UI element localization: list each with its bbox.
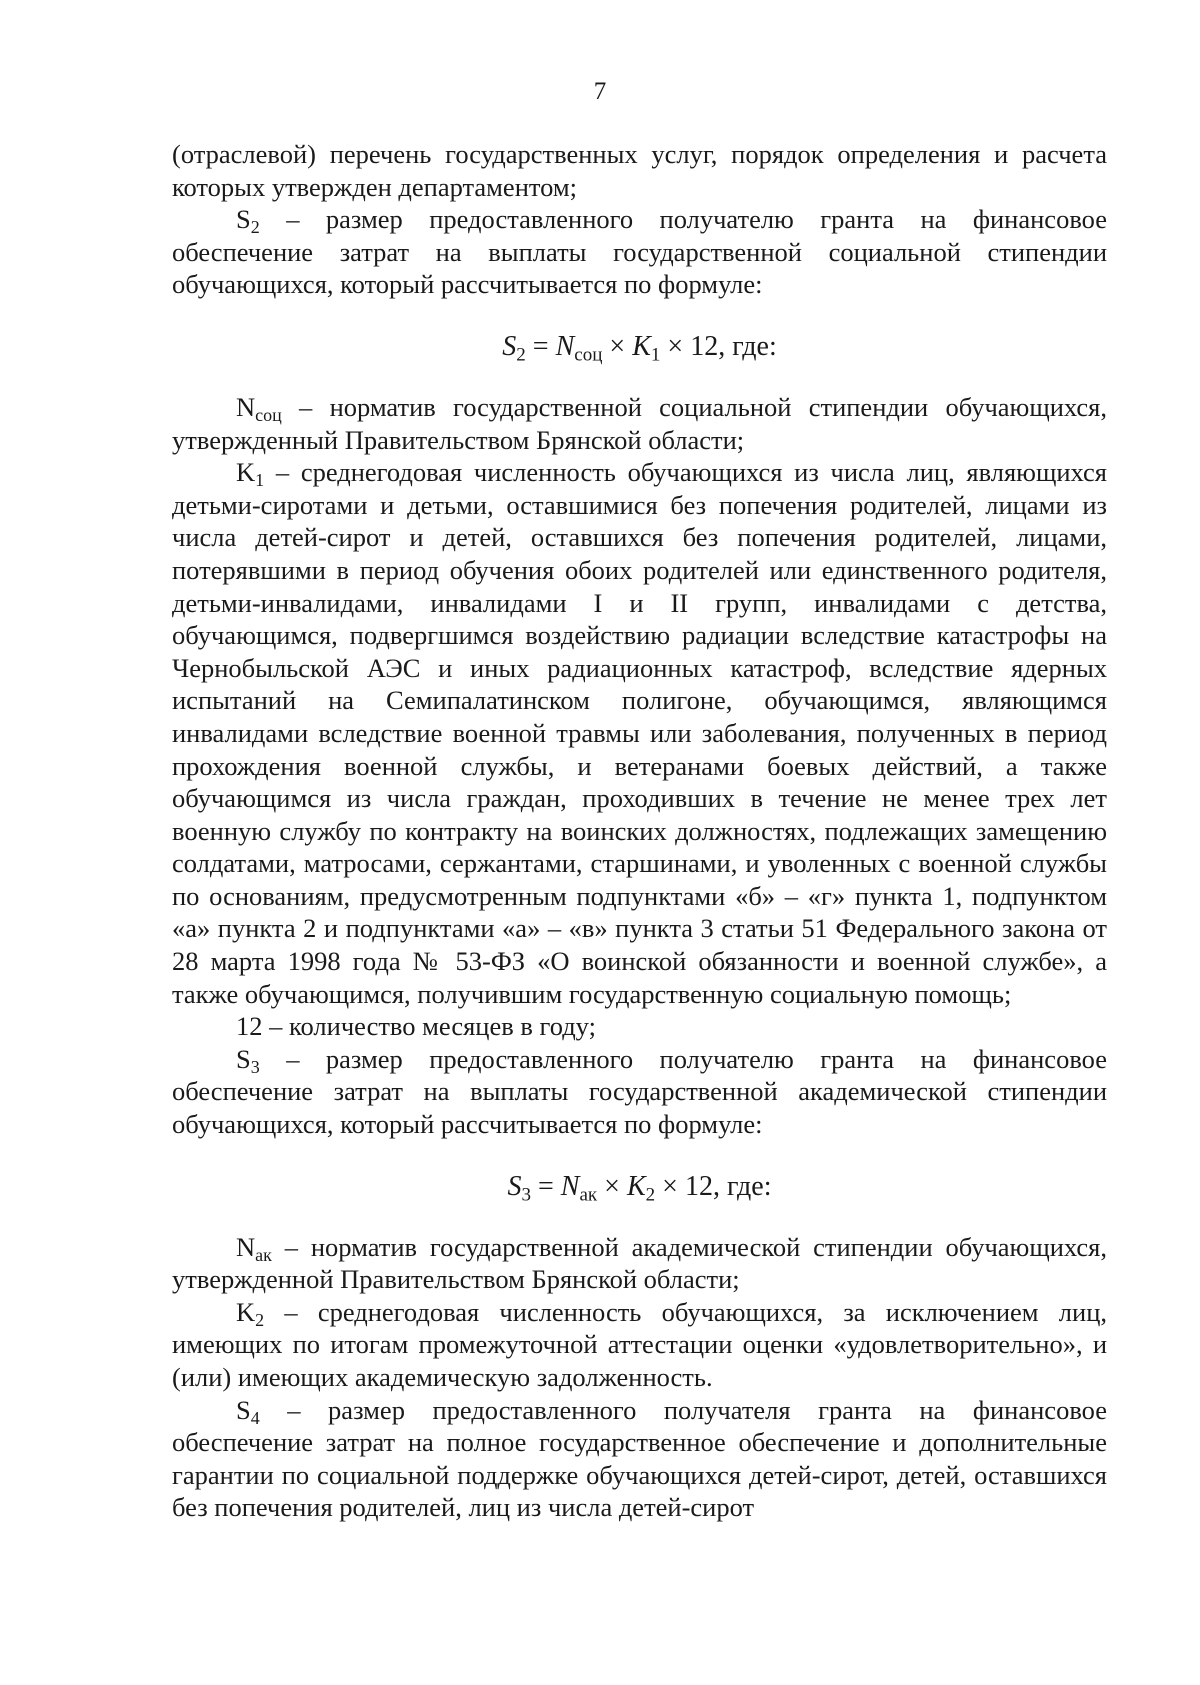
paragraph-k1-definition [172,456,1107,1010]
formula-s2 [172,327,1107,367]
symbol-subscript: 2 [250,217,260,238]
formula-count-subscript: 1 [650,344,661,366]
formula-months: 12 [690,330,719,362]
symbol-subscript: соц [255,405,282,425]
formula-months: 12 [684,1170,713,1202]
formula-times: × [655,1170,685,1202]
paragraph-text: – размер предоставленного получателю гранта на финансовое обеспечение затрат на выплаты государственной академической стипендии обучающихся, который рассчитывается по формуле: [172,1043,1107,1140]
formula-norm-subscript: ак [579,1183,598,1205]
paragraph-text: – среднегодовая численность обучающихся, за исключением лиц, имеющих по итогам промежуточной аттестации оценки «удовлетворительно», и (или) имеющих академическую задолженность. [172,1296,1107,1392]
symbol-k: K [236,457,256,488]
paragraph-nsoc-definition [172,391,1107,456]
formula-lhs: S [507,1170,522,1202]
formula-lhs-subscript: 3 [521,1183,531,1205]
paragraph-text: – размер предоставленного получателя гранта на финансовое обеспечение затрат на полное государственное обеспечение и дополнительные гарантии по социальной поддержке обучающихся детей-сирот, детей, оставшихся без попечения родителей, лиц из числа детей-сирот [172,1394,1107,1523]
formula-equals: = [525,330,556,362]
formula-norm: N [555,330,575,362]
paragraph-months-definition: 12 – количество месяцев в году; [236,1011,596,1042]
formula-count-subscript: 2 [645,1183,656,1205]
formula-tail: , где: [718,330,777,362]
formula-times: × [602,330,633,362]
symbol-subscript: 1 [255,470,265,491]
formula-count: K [626,1170,646,1202]
formula-norm: N [560,1170,580,1202]
symbol-subscript: ак [255,1244,272,1265]
symbol-s: S [236,204,251,235]
paragraph-k2-definition [172,1296,1107,1394]
formula-count: K [632,330,651,362]
formula-s3 [172,1167,1107,1207]
formula-times: × [597,1170,627,1202]
symbol-subscript: 4 [250,1407,260,1428]
symbol-subscript: 2 [255,1309,265,1330]
paragraph-s4-definition [172,1394,1107,1524]
paragraph-text: – норматив государственной академической стипендии обучающихся, утвержденной Правительством Брянской области; [172,1231,1107,1295]
formula-lhs: S [502,330,517,362]
page-number: 7 [593,78,607,105]
symbol-k: K [236,1296,256,1327]
formula-equals: = [530,1170,561,1202]
formula-tail: , где: [712,1170,772,1202]
paragraph-text: – среднегодовая численность обучающихся из числа лиц, являющихся детьми-сиротами и детьми, оставшимися без попечения родителей, лицами из числа детей-сирот и детей, оставшихся без попечения родителей, лицами, потерявшими в период обучения обоих родителей или единственного родителя, детьми-инвалидами, инвалидами I и II групп, инвалидами с детства, обучающимся, подвергшимся воздействию радиации вследствие катастрофы на Чернобыльской АЭС и иных радиационных катастроф, вследствие ядерных испытаний на Семипалатинском полигоне, обучающимся, являющимся инвалидами вследствие военной травмы или заболевания, полученных в период прохождения военной службы, и ветеранами боевых действий, а также обучающимся из числа граждан, проходивших в течение не менее трех лет военную службу по контракту на воинских должностях, подлежащих замещению солдатами, матросами, сержантами, старшинами, и уволенных с военной службы по основаниям, предусмотренным подпунктами «б» – «г» пункта 1, подпунктом «а» пункта 2 и подпунктами «а» – «в» пункта 3 статьи 51 Федерального закона от 28 марта 1998 года № 53-ФЗ «О воинской обязанности и военной службе», а также обучающимся, получившим государственную социальную помощь; [172,457,1107,1009]
symbol-s: S [236,1394,251,1425]
paragraph-text: – норматив государственной социальной стипендии обучающихся, утвержденный Правительством Брянской области; [172,391,1107,455]
paragraph-text: – размер предоставленного получателю гранта на финансовое обеспечение затрат на выплаты государственной социальной стипендии обучающихся, который рассчитывается по формуле: [172,204,1107,300]
symbol-subscript: 3 [250,1056,260,1077]
paragraph-service-list: (отраслевой) перечень государственных услуг, порядок определения и расчета которых утвержден департаментом; [172,139,1107,202]
formula-times: × [660,330,691,362]
symbol-n: N [236,1231,256,1262]
formula-norm-subscript: соц [574,344,603,366]
paragraph-nak-definition [172,1231,1107,1296]
formula-lhs-subscript: 2 [516,344,526,366]
symbol-n: N [236,391,256,422]
document-body [172,138,1107,1524]
symbol-s: S [236,1043,251,1074]
paragraph-s3-definition [172,1043,1107,1141]
paragraph-s2-definition [172,203,1107,301]
